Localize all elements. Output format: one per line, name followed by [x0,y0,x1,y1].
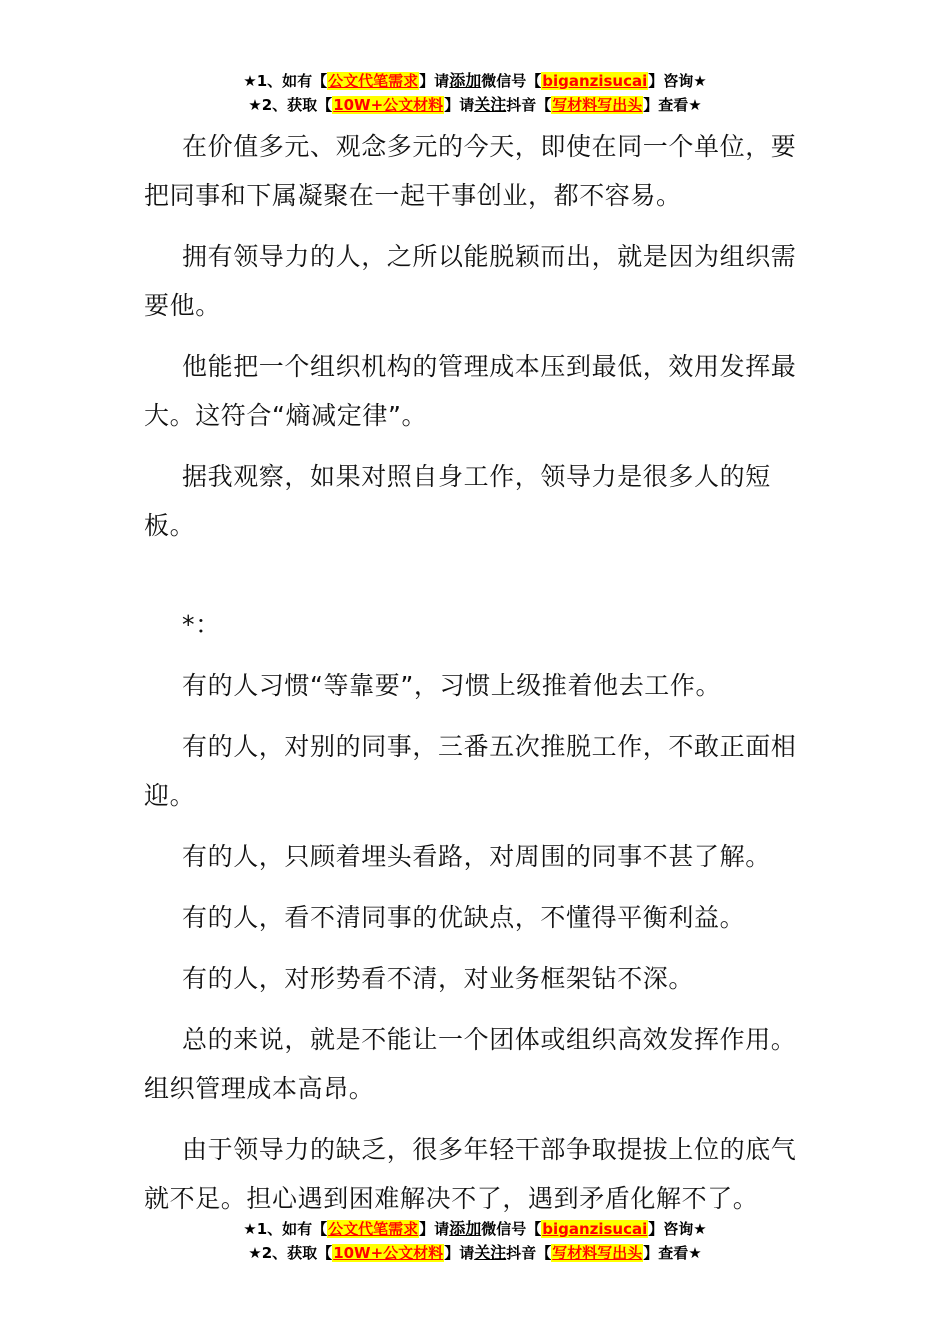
paragraph: 有的人，只顾着埋头看路，对周围的同事不甚了解。 [182,842,771,871]
promo-text: 】请 [444,1244,475,1262]
promo-highlight: 10W+公文材料 [333,1244,444,1262]
promo-highlight: 写材料写出头 [552,1244,643,1262]
promo-line-1 [0,69,950,93]
promo-text: 】咨询★ [648,1220,707,1238]
promo-text: 】查看★ [643,1244,702,1262]
promo-line-2 [0,93,950,117]
promo-text: ★1、如有【 [243,72,328,90]
promo-emphasis: 添加 [449,1219,482,1238]
promo-text: ★1、如有【 [243,1220,328,1238]
paragraph: 有的人，看不清同事的优缺点，不懂得平衡利益。 [182,903,746,932]
promo-highlight: biganzisucai [542,1220,648,1238]
promo-emphasis: 关注 [474,1243,507,1262]
promo-text: 抖音【 [506,1244,552,1262]
paragraph: 据我观察，如果对照自身工作，领导力是很多人的短板。 [144,462,771,540]
promo-text: 】请 [419,72,450,90]
promo-text: ★2、获取【 [248,96,333,114]
promo-text: 微信号【 [481,1220,542,1238]
promo-text: 】查看★ [643,96,702,114]
promo-text: 】请 [419,1220,450,1238]
paragraph: 有的人习惯“等靠要”，习惯上级推着他去工作。 [182,671,722,700]
promo-emphasis: 添加 [449,71,482,90]
promo-highlight: 10W+公文材料 [333,96,444,114]
paragraph: 有的人，对别的同事，三番五次推脱工作，不敢正面相迎。 [144,732,797,810]
promo-line-2 [0,1241,950,1265]
promo-highlight: 公文代笔需求 [328,72,419,90]
promo-text: ★2、获取【 [248,1244,333,1262]
promo-line-1 [0,1217,950,1241]
paragraph: 拥有领导力的人，之所以能脱颖而出，就是因为组织需要他。 [144,242,797,320]
promo-text: 抖音【 [506,96,552,114]
promo-highlight: biganzisucai [542,72,648,90]
promo-highlight: 公文代笔需求 [328,1220,419,1238]
document-body [144,122,814,1235]
paragraph: 有的人，对形势看不清，对业务框架钻不深。 [182,964,695,993]
paragraph: 他能把一个组织机构的管理成本压到最低，效用发挥最大。这符合“熵减定律”。 [144,352,797,430]
promo-highlight: 写材料写出头 [552,96,643,114]
promo-text: 】咨询★ [648,72,707,90]
paragraph: 总的来说，就是不能让一个团体或组织高效发挥作用。组织管理成本高昂。 [144,1025,797,1103]
footer-promo-banner [0,1217,950,1265]
header-promo-banner [0,69,950,117]
promo-text: 微信号【 [481,72,542,90]
paragraph: 由于领导力的缺乏，很多年轻干部争取提拔上位的底气就不足。担心遇到困难解决不了，遇到矛盾化解不了。 [144,1135,797,1213]
paragraph-marker: *： [182,610,221,639]
paragraph: 在价值多元、观念多元的今天，即使在同一个单位，要把同事和下属凝聚在一起干事创业，都不容易。 [144,132,797,210]
promo-text: 】请 [444,96,475,114]
promo-emphasis: 关注 [474,95,507,114]
